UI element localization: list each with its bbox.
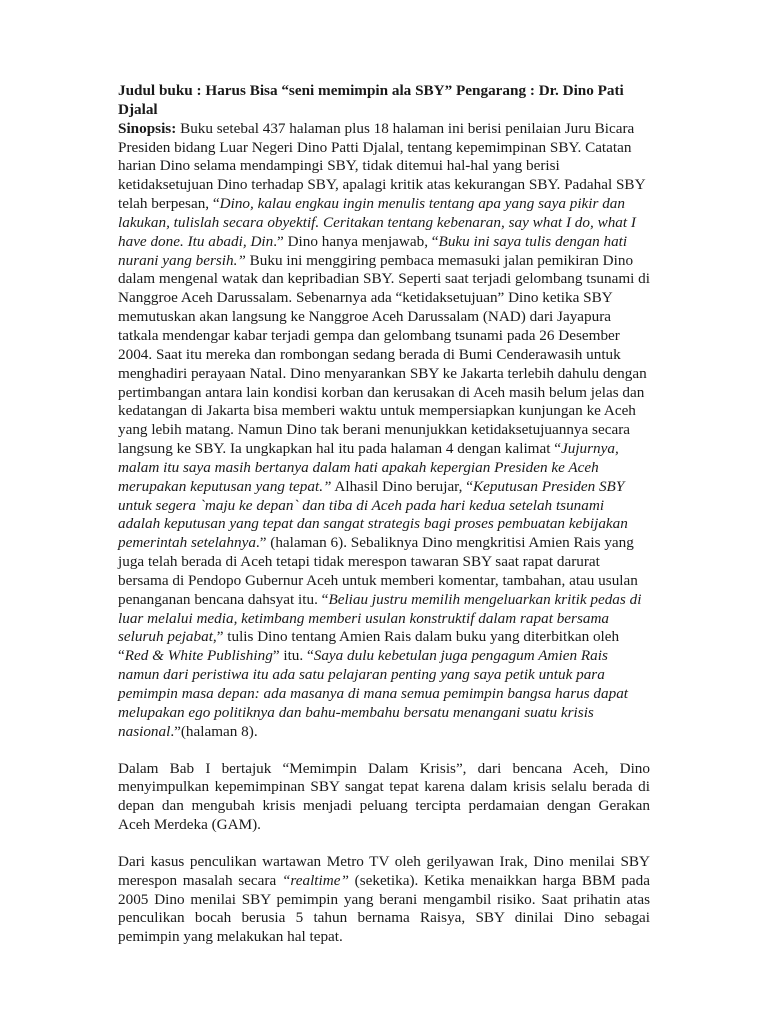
text-run: .”(halaman 8). bbox=[170, 722, 258, 740]
quote-run: Keputusan Presiden SBY untuk segera `maju ke depan` dan tiba di Aceh pada hari kedua setelah tsunami adalah keputusan yang tepat dan sangat strategis bagi proses pembuatan kebijakan pemerintah setelahnya bbox=[118, 477, 628, 552]
text-run: .” (halaman 6). Sebaliknya Dino mengkritisi Amien Rais yang juga telah berada di Aceh tetapi tidak merespon tawaran SBY saat rapat darurat bersama di Pendopo Gubernur Aceh untuk memberi komentar, tambahan, atau usulan penanganan bencana dahsyat itu. “ bbox=[118, 534, 638, 608]
text-run: Buku setebal 437 halaman plus 18 halaman ini berisi penilaian Juru Bicara Presiden bidang Luar Negeri Dino Patti Djalal, tentang kepemimpinan SBY. Catatan harian Dino selama mendampingi SBY, tidak ditemui hal-hal yang berisi ketidaksetujuan Dino terhadap SBY, apalagi kritik atas kekurangan SBY. Padahal SBY telah berpesan, “ bbox=[118, 119, 645, 213]
synopsis-paragraph bbox=[118, 82, 650, 742]
text-run: Dari kasus penculikan wartawan Metro TV oleh gerilyawan Irak, Dino menilai SBY merespon masalah secara bbox=[118, 852, 650, 889]
document-page bbox=[118, 82, 650, 947]
quote-run: Beliau justru memilih mengeluarkan kritik pedas di luar melalui media, ketimbang memberi usulan konstruktif dalam rapat bersama seluruh pejabat bbox=[118, 590, 642, 646]
book-title-line: Judul buku : Harus Bisa “seni memimpin ala SBY” Pengarang : Dr. Dino Pati Djalal bbox=[118, 82, 624, 118]
realtime-term: “realtime” bbox=[281, 871, 349, 889]
sinopsis-label: Sinopsis: bbox=[118, 119, 177, 137]
quote-run: Buku ini saya tulis dengan hati nurani yang bersih.” bbox=[118, 232, 628, 269]
text-run: ,” tulis Dino tentang Amien Rais dalam buku yang diterbitkan oleh “ bbox=[118, 628, 620, 665]
text-run: .” Dino hanya menjawab, “ bbox=[273, 232, 439, 250]
publisher-name: Red & White Publishing bbox=[124, 647, 273, 665]
text-run: ” itu. “ bbox=[272, 647, 314, 665]
text-run: Buku ini menggiring pembaca memasuki jalan pemikiran Dino dalam mengenal watak dan kepribadian SBY. Seperti saat terjadi gelombang tsunami di Nanggroe Aceh Darussalam. Sebenarnya ada “ketidaksetujuan” Dino ketika SBY memutuskan akan langsung ke Nanggroe Aceh Darussalam (NAD) dari Jayapura tatkala mendengar kabar terjadi gempa dan gelombang tsunami pada 26 Desember 2004. Saat itu mereka dan rombongan sedang berada di Bumi Cenderawasih untuk menghadiri perayaan Natal. Dino menyarankan SBY ke Jakarta terlebih dahulu dengan pertimbangan antara lain kondisi korban dan kerusakan di Aceh masih belum jelas dan kedatangan di Jakarta bisa memberi waktu untuk mempersiapkan kunjungan ke Aceh yang lebih matang. Namun Dino tak berani menunjukkan ketidaksetujuannya secara langsung ke SBY. Ia ungkapkan hal itu pada halaman 4 dengan kalimat “ bbox=[118, 251, 650, 458]
realtime-paragraph bbox=[118, 853, 650, 947]
text-run: Alhasil Dino berujar, “ bbox=[331, 477, 473, 495]
text-run: (seketika). Ketika menaikkan harga BBM pada 2005 Dino menilai SBY pemimpin yang berani mengambil risiko. Saat prihatin atas penculikan bocah berusia 5 tahun bernama Raisya, SBY dinilai Dino sebagai pemimpin yang melakukan hal tepat. bbox=[118, 871, 650, 946]
quote-run: Jujurnya, malam itu saya masih bertanya dalam hati apakah kepergian Presiden ke Aceh merupakan keputusan yang tepat.” bbox=[118, 440, 619, 495]
quote-run: Dino, kalau engkau ingin menulis tentang apa yang saya pikir dan lakukan, tulislah secara obyektif. Ceritakan tentang kebenaran, say what I do, what I have done. Itu abadi, Din bbox=[118, 195, 636, 250]
quote-run: Saya dulu kebetulan juga pengagum Amien Rais namun dari peristiwa itu ada satu pelajaran penting yang saya petik untuk para pemimpin masa depan: ada masanya di mana semua pemimpin bangsa harus dapat melupakan ego politiknya dan bahu-membahu bersatu menangani suatu krisis nasional bbox=[118, 647, 629, 740]
chapter-one-paragraph: Dalam Bab I bertajuk “Memimpin Dalam Krisis”, dari bencana Aceh, Dino menyimpulkan kepemimpinan SBY sangat tepat karena dalam krisis selalu berada di depan dan mengubah krisis menjadi peluang tercipta perdamaian dengan Gerakan Aceh Merdeka (GAM). bbox=[118, 759, 650, 834]
